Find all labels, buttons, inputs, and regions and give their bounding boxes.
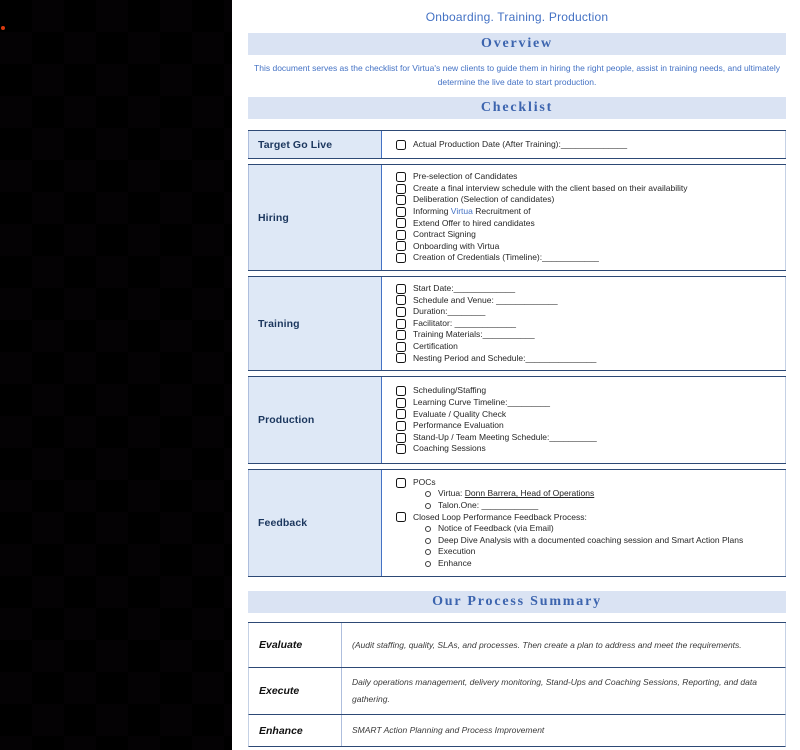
sub-bullet-item [425,535,781,547]
sub-bullet-item [425,488,781,500]
item-label: Actual Production Date (After Training):______________ [413,138,628,149]
sub-bullet-item [425,500,781,512]
row-label-production: Production [248,377,382,463]
document-title: Onboarding. Training. Production [425,10,609,24]
checklist-row-production [248,376,786,464]
item-label: Performance Evaluation [413,420,504,431]
item-label: Certification [413,340,458,351]
checklist-item [396,206,781,218]
checklist-item [396,329,781,341]
recording-dot-icon [1,26,5,30]
row-label-hiring: Hiring [248,165,382,270]
item-label: Onboarding with Virtua [413,240,500,251]
process-label-evaluate: Evaluate [249,623,342,667]
item-label: Virtua: Donn Barrera, Head of Operations [438,488,595,499]
checkbox[interactable] [396,512,406,522]
item-label: Informing Virtua Recruitment of [413,205,531,216]
checklist-item [396,183,781,195]
item-label: Start Date:_____________ [413,283,516,293]
checkbox[interactable] [396,241,406,251]
checkbox[interactable] [396,295,406,305]
sub-bullet-item [425,558,781,570]
underlined-text: Donn Barrera, Head of Operations [464,488,595,499]
process-text-evaluate-content: (Audit staffing, quality, SLAs, and processes. Then create a plan to address and meet the requirements. [352,639,742,650]
checklist-row-feedback [248,469,786,577]
process-row-execute [248,668,786,715]
checklist-item [396,318,781,330]
checklist-item [396,139,781,151]
checkbox[interactable] [396,444,406,454]
checklist-item [396,252,781,264]
checklist-item [396,353,781,365]
circle-bullet-icon [425,549,431,555]
checklist-item [396,432,781,444]
checklist-item [396,306,781,318]
checkbox[interactable] [396,433,406,443]
checkbox[interactable] [396,207,406,217]
item-label: Coaching Sessions [413,443,486,454]
circle-bullet-icon [425,538,431,544]
item-label: Notice of Feedback (via Email) [438,523,554,534]
item-label: Scheduling/Staffing [413,385,487,396]
item-label: Deep Dive Analysis with a documented coaching session and Smart Action Plans [438,534,744,545]
checkbox[interactable] [396,353,406,363]
row-items-training [382,277,786,370]
checklist-row-target-go-live [248,130,786,159]
checkbox[interactable] [396,184,406,194]
item-label: Duration:________ [413,306,486,317]
checklist-item [396,409,781,421]
process-text-evaluate [342,623,785,667]
checklist-item [396,420,781,432]
circle-bullet-icon [425,561,431,567]
checklist-item [396,341,781,353]
checklist-item [396,512,781,524]
process-label-enhance: Enhance [249,715,342,746]
checkbox[interactable] [396,478,406,488]
row-label-target-go-live: Target Go Live [248,131,382,158]
checklist-item [396,241,781,253]
checklist-row-hiring [248,164,786,271]
checklist-item [396,171,781,183]
checkbox[interactable] [396,195,406,205]
process-text-execute [342,668,785,714]
checkbox[interactable] [396,307,406,317]
accent-text: Virtua [450,205,473,216]
checkbox[interactable] [396,253,406,263]
section-header-checklist: Checklist [248,97,786,119]
sub-bullet-item [425,523,781,535]
checklist-item [396,295,781,307]
checkbox[interactable] [396,330,406,340]
row-label-feedback: Feedback [248,470,382,576]
process-text-execute-content: Daily operations management, delivery monitoring, Stand-Ups and Coaching Sessions, Reporting, and data gathering. [352,677,757,705]
item-label: Creation of Credentials (Timeline):____________ [413,252,599,263]
checklist-item [396,443,781,455]
checkbox[interactable] [396,398,406,408]
item-label: Contract Signing [413,229,476,240]
process-text-enhance-content: SMART Action Planning and Process Improvement [352,725,545,736]
section-header-process-summary: Our Process Summary [248,591,786,613]
checkbox[interactable] [396,230,406,240]
row-items-production [382,377,786,463]
item-label: Schedule and Venue: _____________ [413,294,558,305]
circle-bullet-icon [425,491,431,497]
item-label: Pre-selection of Candidates [413,171,518,182]
row-items-target-go-live [382,131,786,158]
checkbox[interactable] [396,172,406,182]
checkbox[interactable] [396,284,406,294]
checkbox[interactable] [396,421,406,431]
checklist-item [396,218,781,230]
row-items-feedback [382,470,786,576]
checkbox[interactable] [396,218,406,228]
item-label: Execution [438,546,476,557]
item-label: Evaluate / Quality Check [413,408,507,419]
checkbox[interactable] [396,386,406,396]
process-row-evaluate [248,623,786,668]
checkbox[interactable] [396,319,406,329]
checklist-item [396,283,781,295]
checklist-item [396,385,781,397]
section-header-overview: Overview [248,33,786,55]
item-label: Enhance [438,557,472,568]
checklist-item [396,229,781,241]
checkbox[interactable] [396,409,406,419]
item-label: POCs [413,476,436,487]
checkbox[interactable] [396,342,406,352]
process-text-enhance [342,715,785,746]
item-label: Nesting Period and Schedule:_______________ [413,352,597,363]
item-label: Training Materials:___________ [413,329,535,340]
document-page [232,0,800,750]
item-label: Learning Curve Timeline:_________ [413,396,551,407]
item-label: Extend Offer to hired candidates [413,217,535,228]
checkbox[interactable] [396,140,406,150]
item-label: Talon.One: ____________ [438,499,539,510]
item-label: Facilitator: _____________ [413,317,517,328]
item-label: Create a final interview schedule with the client based on their availability [413,182,688,193]
checklist-item [396,397,781,409]
item-label: Stand-Up / Team Meeting Schedule:__________ [413,431,597,442]
item-label: Closed Loop Performance Feedback Process: [413,511,587,522]
item-label: Deliberation (Selection of candidates) [413,194,555,205]
circle-bullet-icon [425,503,431,509]
checklist-table [248,130,786,577]
process-label-execute: Execute [249,668,342,714]
checklist-row-training [248,276,786,371]
sub-bullet-item [425,546,781,558]
process-row-enhance [248,715,786,747]
checklist-item [396,194,781,206]
checklist-item [396,477,781,489]
process-summary-table [248,622,786,747]
circle-bullet-icon [425,526,431,532]
row-items-hiring [382,165,786,270]
row-label-training: Training [248,277,382,370]
overview-description: This document serves as the checklist for Virtua's new clients to guide them in hiring the right people, assist in training needs, and ultimately determine the live date to start production. [254,63,780,87]
